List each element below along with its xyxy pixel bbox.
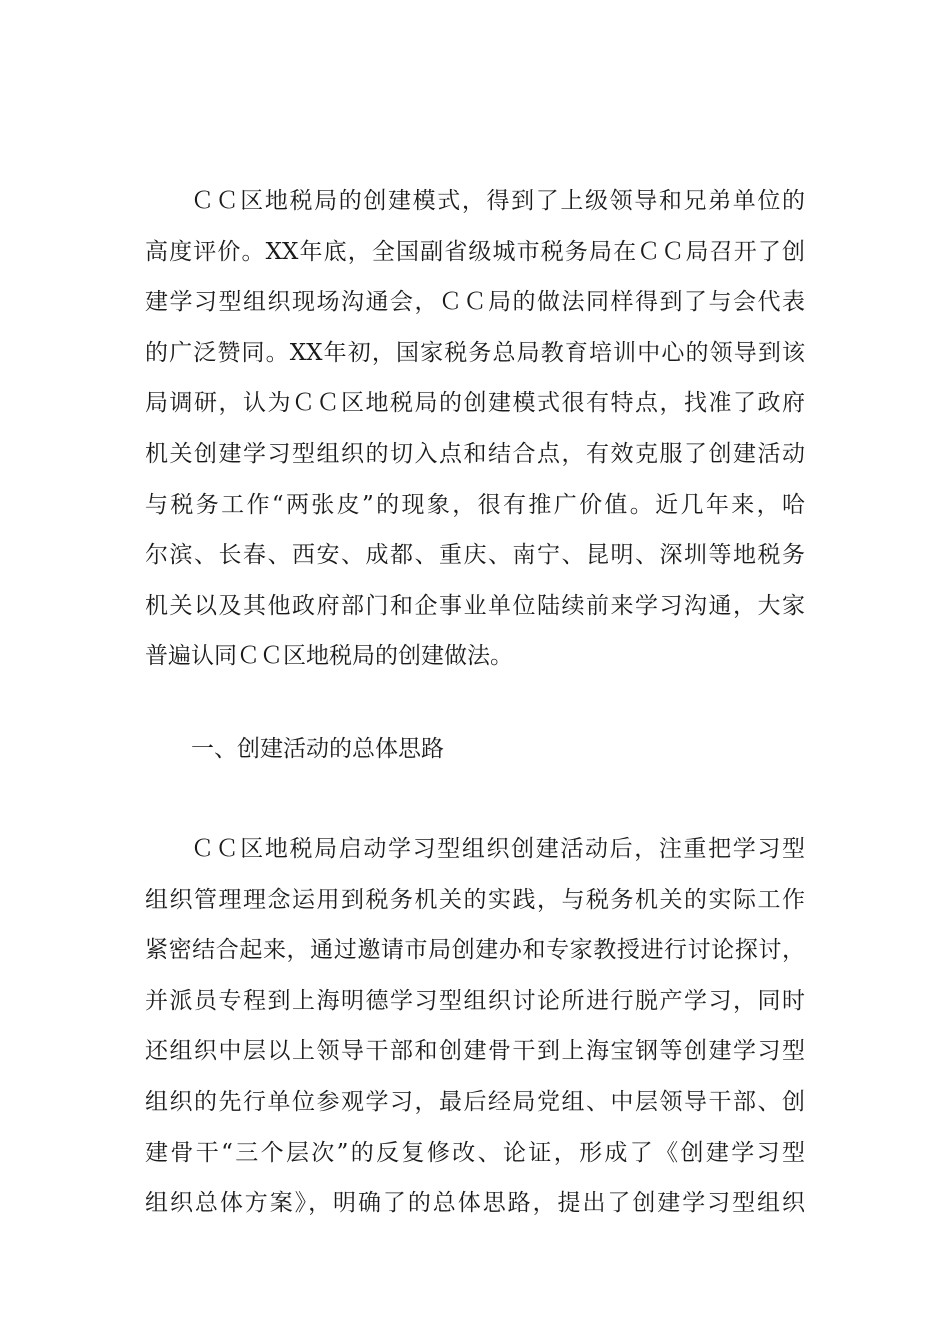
paragraph-2-line: 建骨干“三个层次”的反复修改、论证，形成了《创建学习型 (145, 1139, 805, 1166)
paragraph-2-line: 还组织中层以上领导干部和创建骨干到上海宝钢等创建学习型 (145, 1038, 805, 1065)
paragraph-1-line: 机关以及其他政府部门和企事业单位陆续前来学习沟通，大家 (145, 592, 805, 619)
paragraph-2-line: ＣＣ区地税局启动学习型组织创建活动后，注重把学习型 (191, 836, 805, 862)
section-heading (145, 724, 805, 775)
paragraph-1-line: 高度评价。XX年底，全国副省级城市税务局在ＣＣ局召开了创 (145, 238, 805, 265)
paragraph-1-line: 局调研，认为ＣＣ区地税局的创建模式很有特点，找准了政府 (145, 390, 805, 417)
paragraph-2-line: 并派员专程到上海明德学习型组织讨论所进行脱产学习，同时 (145, 987, 805, 1014)
paragraph-1 (145, 176, 805, 682)
paragraph-1-line: 的广泛赞同。XX年初，国家税务总局教育培训中心的领导到该 (145, 339, 805, 366)
paragraph-1-line: 尔滨、长春、西安、成都、重庆、南宁、昆明、深圳等地税务 (145, 542, 805, 569)
paragraph-2 (145, 824, 805, 1229)
paragraph-2-line: 组织的先行单位参观学习，最后经局党组、中层领导干部、创 (145, 1088, 805, 1115)
section-heading-text: 一、创建活动的总体思路 (191, 736, 444, 762)
paragraph-2-line: 组织管理理念运用到税务机关的实践，与税务机关的实际工作 (145, 886, 805, 913)
paragraph-1-line: ＣＣ区地税局的创建模式，得到了上级领导和兄弟单位的 (191, 188, 805, 214)
paragraph-1-line: 与税务工作“两张皮”的现象，很有推广价值。近几年来，哈 (145, 491, 805, 518)
paragraph-2-line: 紧密结合起来，通过邀请市局创建办和专家教授进行讨论探讨， (145, 937, 805, 964)
paragraph-1-line: 建学习型组织现场沟通会，ＣＣ局的做法同样得到了与会代表 (145, 289, 805, 316)
paragraph-1-line: 普遍认同ＣＣ区地税局的创建做法。 (145, 643, 513, 670)
paragraph-2-line: 组织总体方案》，明确了的总体思路，提出了创建学习型组织 (145, 1190, 805, 1217)
paragraph-1-line: 机关创建学习型组织的切入点和结合点，有效克服了创建活动 (145, 440, 805, 467)
